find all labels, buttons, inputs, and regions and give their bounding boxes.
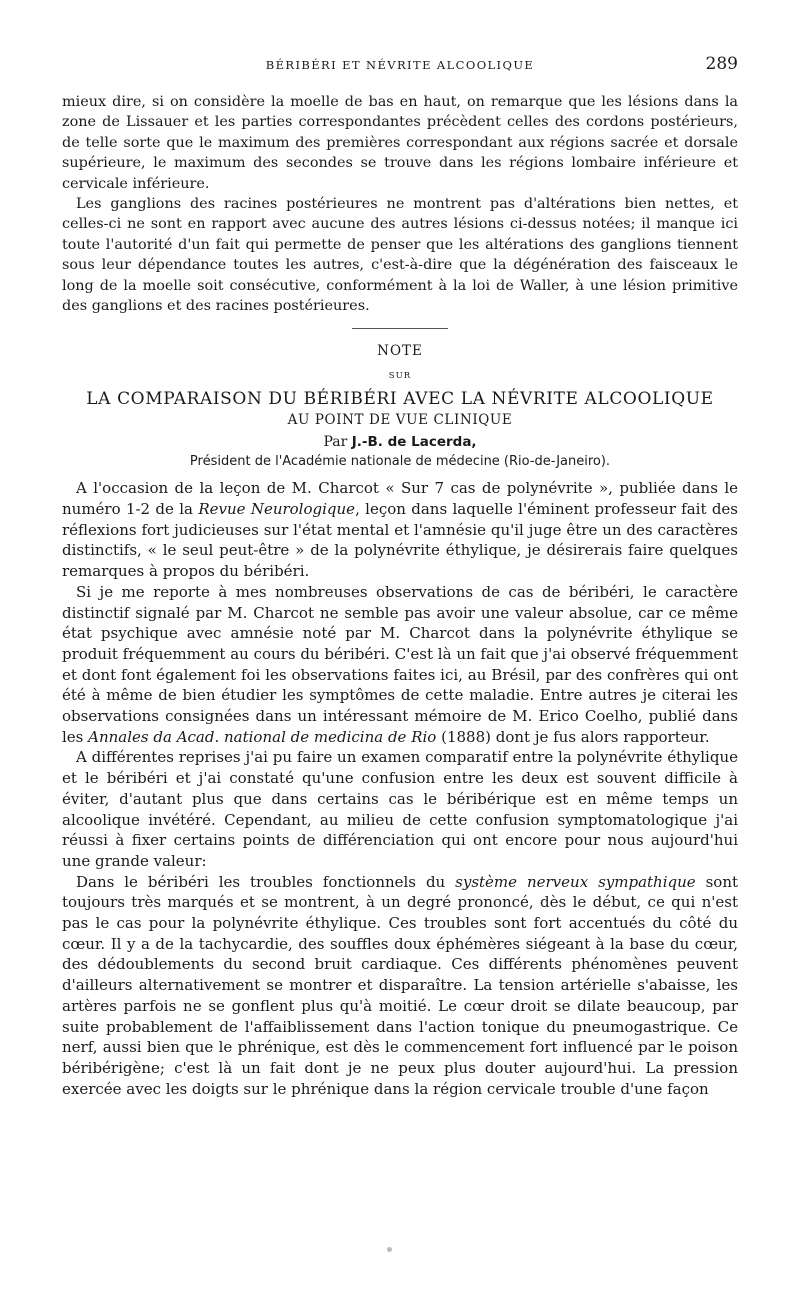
previous-article-paragraph-2: Les ganglions des racines postérieures ne montrent pas d'altérations bien nettes, et celles-ci ne sont en rapport avec aucune des autres lésions ci-dessus notées; il manque ici toute l'autorité d'un fait qui permette de penser que les altérations des ganglions tiennent sous leur dépendance toutes les autres, c'est-à-dire que la dégénération des faisceaux le long de la moelle soit consécutive, conformément à la loi de Waller, à une lésion primitive des ganglions et des racines postérieures. bbox=[62, 196, 738, 315]
note-heading: NOTE bbox=[377, 343, 423, 360]
running-head bbox=[62, 54, 738, 74]
article-paragraph-3: A différentes reprises j'ai pu faire un examen comparatif entre la polynévrite éthylique et le béribéri et j'ai constaté qu'une confusion entre les deux est souvent difficile à éviter, d'autant plus que dans certains cas le béribérique est en même temps un alcoolique invétéré. Cependant, au milieu de cette confusion symptomatologique j'ai réussi à fixer certains points de différenciation qui ont encore pour nous aujourd'hui une grande valeur: bbox=[62, 748, 738, 870]
p4-text-b: sont toujours très marqués et se montrent, à un degré prononcé, dès le début, ce qui n'est pas le cas pour la polynévrite éthylique. Ces troubles sont fort accentués du côté du cœur. Il y a de la tachycardie, des souffles doux éphémères siégeant à la base du cœur, des dédoublements du second bruit cardiaque. Ces différents phénomènes peuvent d'ailleurs alternativement se montrer et disparaître. La tension artérielle s'abaisse, les artères parfois ne se gonflent plus qu'à moitié. Le cœur droit se dilate beaucoup, par suite probablement de l'affaiblissement dans l'action tonique du pneumogastrique. Ce nerf, aussi bien que le phrénique, est dès le commencement fort influencé par le poison béribérigène; c'est là un fait dont je ne peux plus douter aujourd'hui. La pression exercée avec les doigts sur le phrénique dans la région cervicale trouble d'une façon bbox=[62, 872, 739, 1098]
article-subtitle: AU POINT DE VUE CLINIQUE bbox=[287, 412, 513, 429]
article-paragraph-4 bbox=[62, 872, 738, 1100]
article bbox=[62, 341, 738, 1099]
byline bbox=[62, 432, 738, 452]
page-number: 289 bbox=[705, 54, 738, 74]
ink-smudge bbox=[387, 1247, 392, 1252]
body-text bbox=[62, 92, 738, 1099]
previous-article-paragraph-1: mieux dire, si on considère la moelle de bas en haut, on remarque que les lésions dans la zone de Lissauer et les parties correspondantes précèdent celles des cordons postérieurs, de telle sorte que le maximum des premières correspondant aux régions sacrée et dorsale supérieure, le maximum des secondes se trouve dans les régions lombaire inférieure et cervicale inférieure. bbox=[62, 94, 738, 192]
author-affiliation: Président de l'Académie nationale de médecine (Rio-de-Janeiro). bbox=[189, 454, 611, 470]
p4-text-a: Dans le béribéri les troubles fonctionnels du bbox=[76, 872, 456, 891]
byline-prefix: Par bbox=[323, 434, 348, 451]
note-sur-label: SUR bbox=[388, 370, 412, 381]
article-paragraph-1 bbox=[62, 478, 738, 582]
term-systeme-nerveux: système nerveux sympathique bbox=[455, 872, 696, 891]
p2-text-a: Si je me reporte à mes nombreuses observations de cas de béribéri, le caractère distinctif signalé par M. Charcot ne semble pas avoir une valeur absolue, car ce même état psychique avec amnésie noté par M. Charcot dans la polynévrite éthylique se produit fréquemment au cours du béribéri. C'est là un fait que j'ai observé fréquemment et dont font également foi les observations faites ici, au Brésil, par des confrères qui ont été à même de bien étudier les symptômes de cette maladie. Entre autres je citerai les observations consignées dans un intéressant mémoire de M. Erico Coelho, publié dans les bbox=[62, 582, 738, 746]
journal-title-annales: Annales da Acad. national de medicina de Rio bbox=[88, 727, 437, 746]
p2-text-b: (1888) dont je fus alors rapporteur. bbox=[436, 727, 710, 746]
article-paragraph-2 bbox=[62, 582, 738, 748]
running-title: BÉRIBÉRI ET NÉVRITE ALCOOLIQUE bbox=[265, 58, 535, 72]
section-divider bbox=[352, 328, 448, 329]
journal-title: Revue Neurologique bbox=[198, 499, 356, 518]
article-title: LA COMPARAISON DU BÉRIBÉRI AVEC LA NÉVRITE ALCOOLIQUE bbox=[86, 389, 714, 410]
p1-text-a: A l'occasion de la leçon de M. Charcot « Sur 7 cas de polynévrite », publiée dans le numéro 1-2 de la bbox=[62, 479, 738, 518]
author-name: J.-B. de Lacerda, bbox=[351, 434, 477, 451]
p1-text-b: , leçon dans laquelle l'éminent professeur fait des réflexions fort judicieuses sur l'état mental et l'amnésie qu'il juge être un des caractères distinctifs, « le seul peut-être » de la polynévrite éthylique, je désirerais faire quelques remarques à propos du béribéri. bbox=[62, 499, 739, 581]
